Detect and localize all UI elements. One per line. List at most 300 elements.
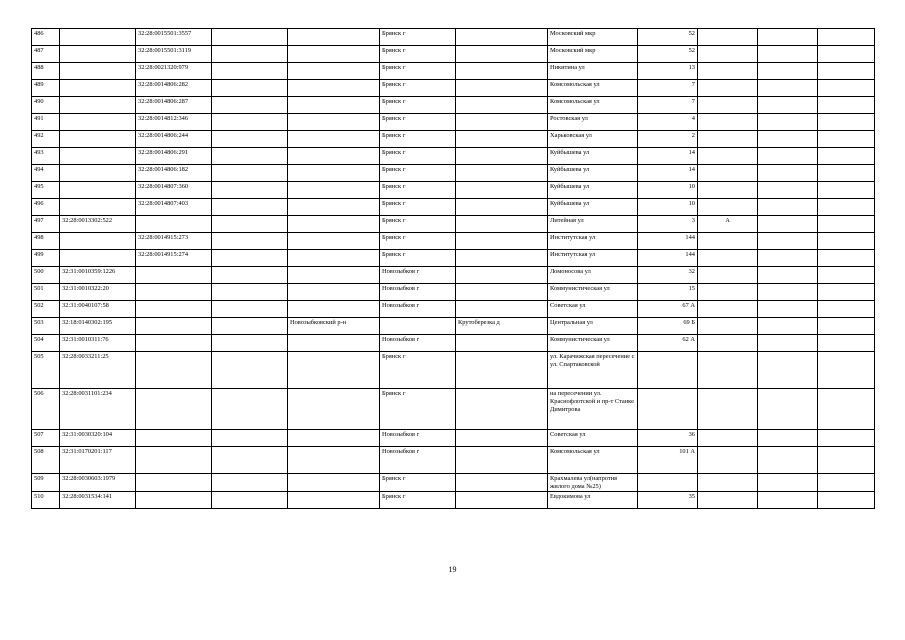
city-cell: Брянск г xyxy=(380,389,456,430)
city-cell: Брянск г xyxy=(380,474,456,492)
house-number-cell: 52 xyxy=(638,29,698,46)
table-row xyxy=(32,284,875,301)
extra-cell-2 xyxy=(818,352,875,389)
extra-cell-1 xyxy=(758,267,818,284)
cadastral-number-cell xyxy=(60,80,136,97)
region-cell xyxy=(212,318,288,335)
table-row xyxy=(32,474,875,492)
settlement-cell xyxy=(456,335,548,352)
extra-cell-1 xyxy=(758,430,818,447)
extra-cell-2 xyxy=(818,233,875,250)
cadastral-number-alt-cell xyxy=(136,474,212,492)
house-number-cell: 62 А xyxy=(638,335,698,352)
cadastral-number-alt-cell xyxy=(136,318,212,335)
table-row xyxy=(32,114,875,131)
region-cell xyxy=(212,182,288,199)
row-number-cell: 510 xyxy=(32,492,60,509)
cadastral-number-alt-cell xyxy=(136,301,212,318)
cadastral-number-alt-cell xyxy=(136,216,212,233)
cadastral-number-alt-cell: 32:28:0014806:287 xyxy=(136,97,212,114)
extra-cell-2 xyxy=(818,318,875,335)
extra-cell-2 xyxy=(818,492,875,509)
house-number-cell: 7 xyxy=(638,97,698,114)
row-number-cell: 498 xyxy=(32,233,60,250)
cadastral-number-cell: 32:31:0040107:58 xyxy=(60,301,136,318)
extra-cell-1 xyxy=(758,216,818,233)
cadastral-number-cell: 32:31:0010359:1226 xyxy=(60,267,136,284)
cadastral-number-cell xyxy=(60,250,136,267)
extra-cell-2 xyxy=(818,182,875,199)
table-row xyxy=(32,29,875,46)
cadastral-number-alt-cell xyxy=(136,430,212,447)
street-cell: ул. Карачижская пересечение с ул. Спартаковской xyxy=(548,352,638,389)
extra-cell-1 xyxy=(758,474,818,492)
cadastral-number-cell xyxy=(60,63,136,80)
table-row xyxy=(32,352,875,389)
settlement-cell xyxy=(456,97,548,114)
settlement-cell xyxy=(456,46,548,63)
cadastral-number-cell: 32:31:0170201:117 xyxy=(60,447,136,474)
district-cell xyxy=(288,447,380,474)
building-letter-cell xyxy=(698,492,758,509)
house-number-cell: 3 xyxy=(638,216,698,233)
cadastral-number-cell xyxy=(60,182,136,199)
street-cell: Куйбышева ул xyxy=(548,165,638,182)
cadastral-number-alt-cell: 32:28:0014807:403 xyxy=(136,199,212,216)
city-cell: Новозыбков г xyxy=(380,301,456,318)
house-number-cell xyxy=(638,474,698,492)
street-cell: Куйбышева ул xyxy=(548,199,638,216)
city-cell: Брянск г xyxy=(380,148,456,165)
city-cell xyxy=(380,318,456,335)
row-number-cell: 490 xyxy=(32,97,60,114)
settlement-cell xyxy=(456,148,548,165)
extra-cell-2 xyxy=(818,114,875,131)
extra-cell-2 xyxy=(818,267,875,284)
settlement-cell xyxy=(456,267,548,284)
region-cell xyxy=(212,352,288,389)
district-cell xyxy=(288,352,380,389)
building-letter-cell xyxy=(698,29,758,46)
city-cell: Брянск г xyxy=(380,114,456,131)
street-cell: Харьковская ул xyxy=(548,131,638,148)
building-letter-cell xyxy=(698,46,758,63)
extra-cell-2 xyxy=(818,284,875,301)
extra-cell-1 xyxy=(758,318,818,335)
cadastral-number-cell: 32:18:0140302:195 xyxy=(60,318,136,335)
region-cell xyxy=(212,46,288,63)
row-number-cell: 504 xyxy=(32,335,60,352)
building-letter-cell xyxy=(698,267,758,284)
building-letter-cell xyxy=(698,335,758,352)
row-number-cell: 492 xyxy=(32,131,60,148)
city-cell: Брянск г xyxy=(380,199,456,216)
region-cell xyxy=(212,148,288,165)
table-row xyxy=(32,97,875,114)
building-letter-cell xyxy=(698,97,758,114)
district-cell xyxy=(288,182,380,199)
region-cell xyxy=(212,97,288,114)
cadastral-number-alt-cell: 32:28:0021320:979 xyxy=(136,63,212,80)
street-cell: Коммунистическая ул xyxy=(548,284,638,301)
building-letter-cell xyxy=(698,63,758,80)
cadastral-number-alt-cell: 32:28:0014806:291 xyxy=(136,148,212,165)
district-cell xyxy=(288,233,380,250)
settlement-cell: Крутоберезка д xyxy=(456,318,548,335)
region-cell xyxy=(212,335,288,352)
street-cell: Литейная ул xyxy=(548,216,638,233)
house-number-cell: 36 xyxy=(638,430,698,447)
region-cell xyxy=(212,284,288,301)
house-number-cell: 52 xyxy=(638,46,698,63)
cadastral-number-cell xyxy=(60,114,136,131)
district-cell: Новозыбковский р-н xyxy=(288,318,380,335)
city-cell: Новозыбков г xyxy=(380,267,456,284)
extra-cell-1 xyxy=(758,182,818,199)
extra-cell-2 xyxy=(818,63,875,80)
row-number-cell: 493 xyxy=(32,148,60,165)
settlement-cell xyxy=(456,474,548,492)
row-number-cell: 509 xyxy=(32,474,60,492)
table-row xyxy=(32,63,875,80)
settlement-cell xyxy=(456,389,548,430)
table-row xyxy=(32,46,875,63)
cadastral-number-cell: 32:28:0013302:522 xyxy=(60,216,136,233)
table-row xyxy=(32,430,875,447)
table-row xyxy=(32,318,875,335)
row-number-cell: 486 xyxy=(32,29,60,46)
extra-cell-1 xyxy=(758,284,818,301)
cadastral-number-alt-cell xyxy=(136,447,212,474)
city-cell: Новозыбков г xyxy=(380,335,456,352)
district-cell xyxy=(288,29,380,46)
cadastral-number-alt-cell: 32:28:0014915:273 xyxy=(136,233,212,250)
building-letter-cell xyxy=(698,318,758,335)
city-cell: Брянск г xyxy=(380,233,456,250)
settlement-cell xyxy=(456,301,548,318)
extra-cell-1 xyxy=(758,80,818,97)
table-row xyxy=(32,148,875,165)
street-cell: на пересечении ул. Краснофлотской и пр-т Станке Димитрова xyxy=(548,389,638,430)
settlement-cell xyxy=(456,114,548,131)
building-letter-cell xyxy=(698,131,758,148)
table-row xyxy=(32,199,875,216)
building-letter-cell xyxy=(698,182,758,199)
region-cell xyxy=(212,267,288,284)
building-letter-cell xyxy=(698,447,758,474)
house-number-cell: 15 xyxy=(638,284,698,301)
row-number-cell: 494 xyxy=(32,165,60,182)
region-cell xyxy=(212,131,288,148)
city-cell: Брянск г xyxy=(380,63,456,80)
extra-cell-1 xyxy=(758,389,818,430)
extra-cell-1 xyxy=(758,301,818,318)
region-cell xyxy=(212,80,288,97)
cadastral-number-alt-cell: 32:28:0014806:282 xyxy=(136,80,212,97)
table-row xyxy=(32,131,875,148)
district-cell xyxy=(288,114,380,131)
city-cell: Новозыбков г xyxy=(380,447,456,474)
region-cell xyxy=(212,29,288,46)
building-letter-cell xyxy=(698,199,758,216)
settlement-cell xyxy=(456,430,548,447)
city-cell: Брянск г xyxy=(380,97,456,114)
settlement-cell xyxy=(456,233,548,250)
settlement-cell xyxy=(456,165,548,182)
settlement-cell xyxy=(456,284,548,301)
extra-cell-1 xyxy=(758,352,818,389)
house-number-cell: 67 А xyxy=(638,301,698,318)
house-number-cell xyxy=(638,352,698,389)
extra-cell-1 xyxy=(758,447,818,474)
building-letter-cell xyxy=(698,301,758,318)
extra-cell-2 xyxy=(818,216,875,233)
city-cell: Новозыбков г xyxy=(380,284,456,301)
district-cell xyxy=(288,335,380,352)
street-cell: Московский мкр xyxy=(548,29,638,46)
region-cell xyxy=(212,430,288,447)
house-number-cell: 14 xyxy=(638,148,698,165)
region-cell xyxy=(212,389,288,430)
street-cell: Куйбышева ул xyxy=(548,182,638,199)
table-row xyxy=(32,216,875,233)
cadastral-number-cell xyxy=(60,199,136,216)
city-cell: Брянск г xyxy=(380,492,456,509)
region-cell xyxy=(212,63,288,80)
city-cell: Брянск г xyxy=(380,352,456,389)
district-cell xyxy=(288,389,380,430)
building-letter-cell xyxy=(698,80,758,97)
region-cell xyxy=(212,250,288,267)
cadastral-number-alt-cell: 32:28:0014806:244 xyxy=(136,131,212,148)
house-number-cell: 10 xyxy=(638,199,698,216)
table-row xyxy=(32,447,875,474)
city-cell: Брянск г xyxy=(380,250,456,267)
cadastral-number-cell xyxy=(60,233,136,250)
row-number-cell: 496 xyxy=(32,199,60,216)
cadastral-number-cell xyxy=(60,29,136,46)
region-cell xyxy=(212,114,288,131)
cadastral-number-alt-cell xyxy=(136,352,212,389)
region-cell xyxy=(212,199,288,216)
settlement-cell xyxy=(456,131,548,148)
district-cell xyxy=(288,301,380,318)
district-cell xyxy=(288,284,380,301)
street-cell: Центральная ул xyxy=(548,318,638,335)
extra-cell-1 xyxy=(758,114,818,131)
cadastral-number-cell: 32:28:0030603:1979 xyxy=(60,474,136,492)
street-cell: Институтская ул xyxy=(548,233,638,250)
extra-cell-2 xyxy=(818,474,875,492)
house-number-cell: 7 xyxy=(638,80,698,97)
city-cell: Брянск г xyxy=(380,29,456,46)
street-cell: Евдокимова ул xyxy=(548,492,638,509)
district-cell xyxy=(288,148,380,165)
extra-cell-1 xyxy=(758,29,818,46)
street-cell: Куйбышева ул xyxy=(548,148,638,165)
table-row xyxy=(32,233,875,250)
extra-cell-2 xyxy=(818,148,875,165)
extra-cell-2 xyxy=(818,80,875,97)
building-letter-cell: А xyxy=(698,216,758,233)
cadastral-number-alt-cell xyxy=(136,284,212,301)
row-number-cell: 500 xyxy=(32,267,60,284)
extra-cell-1 xyxy=(758,148,818,165)
building-letter-cell xyxy=(698,250,758,267)
extra-cell-2 xyxy=(818,29,875,46)
settlement-cell xyxy=(456,250,548,267)
cadastral-number-cell xyxy=(60,131,136,148)
building-letter-cell xyxy=(698,233,758,250)
building-letter-cell xyxy=(698,165,758,182)
extra-cell-2 xyxy=(818,46,875,63)
district-cell xyxy=(288,474,380,492)
region-cell xyxy=(212,474,288,492)
region-cell xyxy=(212,233,288,250)
extra-cell-2 xyxy=(818,97,875,114)
table-row xyxy=(32,492,875,509)
city-cell: Брянск г xyxy=(380,216,456,233)
extra-cell-2 xyxy=(818,165,875,182)
settlement-cell xyxy=(456,492,548,509)
district-cell xyxy=(288,250,380,267)
house-number-cell: 101 А xyxy=(638,447,698,474)
cadastral-number-cell: 32:28:0031534:141 xyxy=(60,492,136,509)
cadastral-number-alt-cell xyxy=(136,389,212,430)
region-cell xyxy=(212,165,288,182)
building-letter-cell xyxy=(698,114,758,131)
city-cell: Брянск г xyxy=(380,131,456,148)
cadastral-number-cell: 32:28:0031101:234 xyxy=(60,389,136,430)
settlement-cell xyxy=(456,216,548,233)
district-cell xyxy=(288,216,380,233)
building-letter-cell xyxy=(698,148,758,165)
street-cell: Советская ул xyxy=(548,430,638,447)
house-number-cell: 13 xyxy=(638,63,698,80)
table-row xyxy=(32,389,875,430)
house-number-cell: 4 xyxy=(638,114,698,131)
street-cell: Комсомольская ул xyxy=(548,97,638,114)
cadastral-number-alt-cell: 32:28:0015501:3119 xyxy=(136,46,212,63)
region-cell xyxy=(212,447,288,474)
extra-cell-2 xyxy=(818,447,875,474)
extra-cell-1 xyxy=(758,97,818,114)
district-cell xyxy=(288,46,380,63)
extra-cell-2 xyxy=(818,199,875,216)
street-cell: Коммунистическая ул xyxy=(548,335,638,352)
building-letter-cell xyxy=(698,352,758,389)
street-cell: Московский мкр xyxy=(548,46,638,63)
house-number-cell: 2 xyxy=(638,131,698,148)
house-number-cell xyxy=(638,389,698,430)
street-cell: Ломоносова ул xyxy=(548,267,638,284)
row-number-cell: 503 xyxy=(32,318,60,335)
house-number-cell: 14 xyxy=(638,165,698,182)
cadastral-number-alt-cell xyxy=(136,335,212,352)
street-cell: Ростовская ул xyxy=(548,114,638,131)
table-row xyxy=(32,80,875,97)
city-cell: Брянск г xyxy=(380,46,456,63)
table-row xyxy=(32,182,875,199)
building-letter-cell xyxy=(698,430,758,447)
house-number-cell: 144 xyxy=(638,250,698,267)
city-cell: Новозыбков г xyxy=(380,430,456,447)
row-number-cell: 502 xyxy=(32,301,60,318)
table-body xyxy=(32,29,875,509)
cadastral-number-cell xyxy=(60,97,136,114)
row-number-cell: 508 xyxy=(32,447,60,474)
cadastral-number-alt-cell xyxy=(136,267,212,284)
row-number-cell: 488 xyxy=(32,63,60,80)
street-cell: Комсомольская ул xyxy=(548,447,638,474)
cadastral-number-alt-cell: 32:28:0014915:274 xyxy=(136,250,212,267)
table-row xyxy=(32,335,875,352)
settlement-cell xyxy=(456,447,548,474)
row-number-cell: 506 xyxy=(32,389,60,430)
extra-cell-2 xyxy=(818,250,875,267)
city-cell: Брянск г xyxy=(380,165,456,182)
house-number-cell: 69 Б xyxy=(638,318,698,335)
district-cell xyxy=(288,267,380,284)
page-number: 19 xyxy=(448,565,457,574)
district-cell xyxy=(288,63,380,80)
building-letter-cell xyxy=(698,474,758,492)
building-letter-cell xyxy=(698,284,758,301)
row-number-cell: 489 xyxy=(32,80,60,97)
extra-cell-1 xyxy=(758,131,818,148)
extra-cell-1 xyxy=(758,335,818,352)
street-cell: Никитина ул xyxy=(548,63,638,80)
cadastral-number-cell xyxy=(60,165,136,182)
cadastral-number-cell: 32:31:0030320:104 xyxy=(60,430,136,447)
region-cell xyxy=(212,492,288,509)
house-number-cell: 35 xyxy=(638,492,698,509)
district-cell xyxy=(288,165,380,182)
row-number-cell: 497 xyxy=(32,216,60,233)
street-cell: Комсомольская ул xyxy=(548,80,638,97)
settlement-cell xyxy=(456,63,548,80)
extra-cell-2 xyxy=(818,430,875,447)
settlement-cell xyxy=(456,80,548,97)
region-cell xyxy=(212,301,288,318)
street-cell: Крахмалева ул(напротив жилого дома №25) xyxy=(548,474,638,492)
cadastral-number-cell: 32:28:0033211:25 xyxy=(60,352,136,389)
extra-cell-1 xyxy=(758,165,818,182)
row-number-cell: 507 xyxy=(32,430,60,447)
street-cell: Институтская ул xyxy=(548,250,638,267)
table-row xyxy=(32,250,875,267)
district-cell xyxy=(288,430,380,447)
extra-cell-1 xyxy=(758,46,818,63)
cadastral-number-cell xyxy=(60,46,136,63)
table-row xyxy=(32,267,875,284)
district-cell xyxy=(288,97,380,114)
table-row xyxy=(32,301,875,318)
settlement-cell xyxy=(456,352,548,389)
region-cell xyxy=(212,216,288,233)
cadastral-number-alt-cell: 32:28:0014806:182 xyxy=(136,165,212,182)
extra-cell-1 xyxy=(758,233,818,250)
table-row xyxy=(32,165,875,182)
city-cell: Брянск г xyxy=(380,80,456,97)
cadastral-number-cell: 32:31:0010311:76 xyxy=(60,335,136,352)
building-letter-cell xyxy=(698,389,758,430)
house-number-cell: 32 xyxy=(638,267,698,284)
row-number-cell: 499 xyxy=(32,250,60,267)
cadastral-number-cell: 32:31:0010322:20 xyxy=(60,284,136,301)
district-cell xyxy=(288,80,380,97)
cadastral-number-alt-cell: 32:28:0014807:360 xyxy=(136,182,212,199)
